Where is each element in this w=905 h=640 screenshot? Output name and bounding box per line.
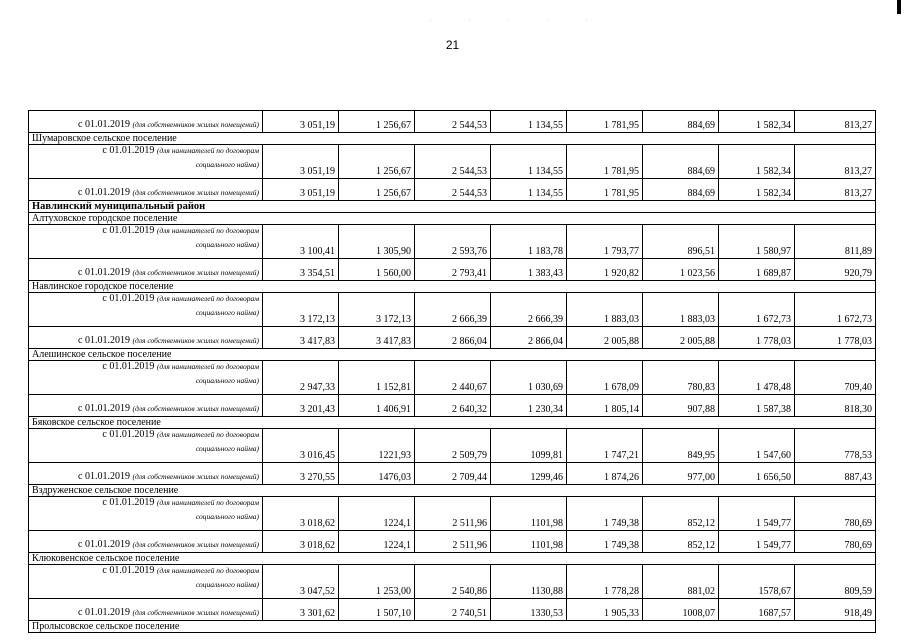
tariff-row: [29, 361, 876, 395]
tariff-value-cell: 920,79: [795, 259, 876, 281]
tariff-value-cell: 2 540,86: [415, 565, 491, 599]
tariff-period-label: [29, 361, 263, 395]
period-note-line1: (для нанимателей по договорам: [156, 146, 259, 155]
tariff-value-cell: 1 230,34: [491, 395, 567, 417]
settlement-name: Бяковское сельское поселение: [29, 417, 876, 429]
settlement-name: Алешинское сельское поселение: [29, 349, 876, 361]
tariff-value-cell: 896,51: [643, 225, 719, 259]
tariff-value-cell: 1578,67: [719, 565, 795, 599]
period-note-line2: социального найма): [195, 511, 259, 521]
period-note: (для собственников жилых помещений): [132, 336, 259, 345]
tariff-value-cell: 3 016,45: [263, 429, 339, 463]
tariff-value-cell: 1 781,95: [567, 145, 643, 179]
tariff-value-cell: 884,69: [643, 111, 719, 133]
tariff-row: [29, 145, 876, 179]
tariff-value-cell: 3 051,19: [263, 111, 339, 133]
tariff-value-cell: 2 666,39: [491, 293, 567, 327]
tariff-value-cell: 2 640,32: [415, 395, 491, 417]
tariff-value-cell: 2 793,41: [415, 259, 491, 281]
tariff-value-cell: 1 383,43: [491, 259, 567, 281]
tariff-value-cell: 1224,1: [339, 497, 415, 531]
tariff-value-cell: 813,27: [795, 179, 876, 201]
period-note-line2: социального найма): [195, 579, 259, 589]
period-note-line1: (для нанимателей по договорам: [156, 566, 259, 575]
tariff-value-cell: 780,69: [795, 531, 876, 553]
tariff-value-cell: 3 201,43: [263, 395, 339, 417]
tariff-value-cell: 3 417,83: [263, 327, 339, 349]
period-date: с 01.01.2019: [78, 539, 130, 550]
tariff-period-label: [29, 225, 263, 259]
period-date: с 01.01.2019: [102, 497, 155, 508]
tariff-value-cell: 1 656,50: [719, 463, 795, 485]
period-note: (для собственников жилых помещений): [132, 472, 259, 481]
tariff-value-cell: 1 582,34: [719, 145, 795, 179]
settlement-header-row: [29, 553, 876, 565]
tariff-value-cell: 1 253,00: [339, 565, 415, 599]
tariff-value-cell: 3 047,52: [263, 565, 339, 599]
tariff-value-cell: 1 883,03: [567, 293, 643, 327]
tariff-value-cell: 780,69: [795, 497, 876, 531]
tariff-value-cell: 2 740,51: [415, 599, 491, 621]
tariff-value-cell: 1 672,73: [719, 293, 795, 327]
tariff-value-cell: 3 172,13: [339, 293, 415, 327]
tariff-value-cell: 1330,53: [491, 599, 567, 621]
tariff-value-cell: 1 749,38: [567, 497, 643, 531]
tariff-value-cell: 1 778,28: [567, 565, 643, 599]
tariff-value-cell: 1 023,56: [643, 259, 719, 281]
tariff-value-cell: 1 305,90: [339, 225, 415, 259]
tariff-row: [29, 497, 876, 531]
tariff-period-label: [29, 111, 263, 133]
tariff-value-cell: 1 549,77: [719, 531, 795, 553]
tariff-value-cell: 2 544,53: [415, 111, 491, 133]
tariff-row: [29, 327, 876, 349]
tariff-value-cell: 1 134,55: [491, 145, 567, 179]
tariff-value-cell: 1101,98: [491, 531, 567, 553]
tariff-value-cell: 1221,93: [339, 429, 415, 463]
period-date: с 01.01.2019: [102, 145, 155, 156]
tariff-value-cell: 809,59: [795, 565, 876, 599]
tariff-value-cell: 1 678,09: [567, 361, 643, 395]
settlement-name: Вздруженское сельское поселение: [29, 485, 876, 497]
page-number: 21: [445, 38, 460, 52]
tariff-value-cell: 1 507,10: [339, 599, 415, 621]
tariff-value-cell: 1099,81: [491, 429, 567, 463]
period-date: с 01.01.2019: [78, 607, 130, 618]
tariff-value-cell: 2 866,04: [491, 327, 567, 349]
period-note: (для собственников жилых помещений): [132, 188, 259, 197]
period-note-line2: социального найма): [195, 307, 259, 317]
tariff-row: [29, 429, 876, 463]
tariff-value-cell: 1224,1: [339, 531, 415, 553]
tariff-value-cell: 1 560,00: [339, 259, 415, 281]
tariff-value-cell: 813,27: [795, 111, 876, 133]
tariff-period-label: [29, 327, 263, 349]
tariff-value-cell: 1 747,21: [567, 429, 643, 463]
period-note-line1: (для нанимателей по договорам: [156, 226, 259, 235]
tariff-period-label: [29, 531, 263, 553]
tariff-period-label: [29, 463, 263, 485]
settlement-header-row: [29, 133, 876, 145]
district-name: Навлинский муниципальный район: [29, 201, 876, 213]
tariff-value-cell: 2 544,53: [415, 179, 491, 201]
settlement-name: Алтуховское городское поселение: [29, 213, 876, 225]
period-note-line2: социального найма): [195, 239, 259, 249]
tariff-value-cell: 1 580,97: [719, 225, 795, 259]
tariff-value-cell: 1687,57: [719, 599, 795, 621]
tariff-value-cell: 1 547,60: [719, 429, 795, 463]
period-date: с 01.01.2019: [102, 293, 155, 304]
period-note: (для собственников жилых помещений): [132, 404, 259, 413]
tariff-value-cell: 3 051,19: [263, 145, 339, 179]
tariff-period-label: [29, 565, 263, 599]
tariff-value-cell: 1 549,77: [719, 497, 795, 531]
tariff-value-cell: 780,83: [643, 361, 719, 395]
tariff-value-cell: 1130,88: [491, 565, 567, 599]
tariff-value-cell: 1 778,03: [719, 327, 795, 349]
settlement-header-row: [29, 349, 876, 361]
tariff-value-cell: 884,69: [643, 179, 719, 201]
period-note-line2: социального найма): [195, 375, 259, 385]
tariff-value-cell: 2 593,76: [415, 225, 491, 259]
tariff-value-cell: 2 440,67: [415, 361, 491, 395]
tariff-value-cell: 1 256,67: [339, 111, 415, 133]
settlement-name: Навлинское городское поселение: [29, 281, 876, 293]
tariff-value-cell: 2 666,39: [415, 293, 491, 327]
tariff-value-cell: 1 874,26: [567, 463, 643, 485]
tariff-value-cell: 881,02: [643, 565, 719, 599]
tariff-value-cell: 1 793,77: [567, 225, 643, 259]
period-note-line2: социального найма): [195, 443, 259, 453]
period-note: (для собственников жилых помещений): [132, 540, 259, 549]
tariff-period-label: [29, 395, 263, 417]
tariff-period-label: [29, 497, 263, 531]
tariff-period-label: [29, 259, 263, 281]
district-header-row: [29, 201, 876, 213]
tariff-value-cell: 2 866,04: [415, 327, 491, 349]
tariff-value-cell: 1 749,38: [567, 531, 643, 553]
settlement-header-row: [29, 417, 876, 429]
tariff-value-cell: 1 152,81: [339, 361, 415, 395]
tariff-row: [29, 259, 876, 281]
tariff-period-label: [29, 599, 263, 621]
tariff-value-cell: 1 587,38: [719, 395, 795, 417]
tariff-value-cell: 3 417,83: [339, 327, 415, 349]
tariff-value-cell: 2 005,88: [567, 327, 643, 349]
tariff-value-cell: 1 920,82: [567, 259, 643, 281]
tariff-value-cell: 852,12: [643, 497, 719, 531]
tariff-row: [29, 111, 876, 133]
tariff-value-cell: 1 030,69: [491, 361, 567, 395]
tariff-period-label: [29, 429, 263, 463]
tariff-value-cell: 1 781,95: [567, 111, 643, 133]
tariff-row: [29, 599, 876, 621]
tariff-table-body: [29, 111, 876, 633]
tariff-row: [29, 565, 876, 599]
settlement-name: Шумаровское сельское поселение: [29, 133, 876, 145]
tariff-value-cell: 887,43: [795, 463, 876, 485]
period-date: с 01.01.2019: [78, 471, 130, 482]
tariff-value-cell: 818,30: [795, 395, 876, 417]
tariff-value-cell: 1008,07: [643, 599, 719, 621]
settlement-name: Пролысовское сельское поселение: [29, 621, 876, 633]
period-note: (для собственников жилых помещений): [132, 120, 259, 129]
tariff-value-cell: 3 301,62: [263, 599, 339, 621]
tariff-value-cell: 1101,98: [491, 497, 567, 531]
tariff-value-cell: 1 689,87: [719, 259, 795, 281]
tariff-value-cell: 1 672,73: [795, 293, 876, 327]
period-note: (для собственников жилых помещений): [132, 268, 259, 277]
tariff-value-cell: 3 100,41: [263, 225, 339, 259]
tariff-value-cell: 852,12: [643, 531, 719, 553]
period-date: с 01.01.2019: [78, 119, 130, 130]
period-date: с 01.01.2019: [102, 225, 155, 236]
period-date: с 01.01.2019: [102, 429, 155, 440]
period-date: с 01.01.2019: [102, 565, 155, 576]
period-note-line1: (для нанимателей по договорам: [156, 498, 259, 507]
tariff-value-cell: 778,53: [795, 429, 876, 463]
tariff-value-cell: 1 582,34: [719, 179, 795, 201]
tariff-value-cell: 3 051,19: [263, 179, 339, 201]
tariff-value-cell: 1 805,14: [567, 395, 643, 417]
tariff-value-cell: 3 018,62: [263, 531, 339, 553]
tariff-period-label: [29, 179, 263, 201]
period-note-line1: (для нанимателей по договорам: [156, 362, 259, 371]
tariff-value-cell: 2 509,79: [415, 429, 491, 463]
period-date: с 01.01.2019: [78, 187, 130, 198]
tariff-value-cell: 1 183,78: [491, 225, 567, 259]
tariff-value-cell: 907,88: [643, 395, 719, 417]
tariff-row: [29, 293, 876, 327]
tariff-value-cell: 3 172,13: [263, 293, 339, 327]
tariff-value-cell: 813,27: [795, 145, 876, 179]
period-note: (для собственников жилых помещений): [132, 608, 259, 617]
period-date: с 01.01.2019: [78, 267, 130, 278]
tariff-value-cell: 3 270,55: [263, 463, 339, 485]
tariff-value-cell: 1 778,03: [795, 327, 876, 349]
tariff-row: [29, 531, 876, 553]
tariff-value-cell: 918,49: [795, 599, 876, 621]
tariff-value-cell: 1 582,34: [719, 111, 795, 133]
settlement-header-row: [29, 621, 876, 633]
settlement-name: Клюковенское сельское поселение: [29, 553, 876, 565]
tariff-value-cell: 2 544,53: [415, 145, 491, 179]
tariff-period-label: [29, 293, 263, 327]
period-note-line1: (для нанимателей по договорам: [156, 294, 259, 303]
tariff-value-cell: 2 947,33: [263, 361, 339, 395]
scan-dots: . . . . .: [430, 17, 606, 23]
tariff-value-cell: 1 256,67: [339, 179, 415, 201]
tariff-value-cell: 977,00: [643, 463, 719, 485]
period-date: с 01.01.2019: [78, 335, 130, 346]
tariff-row: [29, 179, 876, 201]
tariff-value-cell: 1299,46: [491, 463, 567, 485]
tariff-value-cell: 1 406,91: [339, 395, 415, 417]
period-date: с 01.01.2019: [78, 403, 130, 414]
tariff-value-cell: 2 709,44: [415, 463, 491, 485]
tariff-row: [29, 463, 876, 485]
tariff-value-cell: 709,40: [795, 361, 876, 395]
tariff-value-cell: 884,69: [643, 145, 719, 179]
tariff-value-cell: 3 018,62: [263, 497, 339, 531]
tariff-row: [29, 395, 876, 417]
tariff-value-cell: 3 354,51: [263, 259, 339, 281]
tariff-value-cell: 811,89: [795, 225, 876, 259]
tariff-value-cell: 1 256,67: [339, 145, 415, 179]
tariff-value-cell: 1 134,55: [491, 111, 567, 133]
tariff-value-cell: 1 905,33: [567, 599, 643, 621]
tariff-value-cell: 1 134,55: [491, 179, 567, 201]
tariff-value-cell: 1476,03: [339, 463, 415, 485]
tariff-value-cell: 1 781,95: [567, 179, 643, 201]
tariff-period-label: [29, 145, 263, 179]
settlement-header-row: [29, 281, 876, 293]
scan-edge-mark: [897, 0, 901, 14]
tariff-value-cell: 2 005,88: [643, 327, 719, 349]
period-date: с 01.01.2019: [102, 361, 155, 372]
tariff-row: [29, 225, 876, 259]
tariff-value-cell: 2 511,96: [415, 497, 491, 531]
tariff-value-cell: 849,95: [643, 429, 719, 463]
tariff-table: [28, 110, 876, 633]
tariff-value-cell: 1 478,48: [719, 361, 795, 395]
settlement-header-row: [29, 213, 876, 225]
settlement-header-row: [29, 485, 876, 497]
period-note-line2: социального найма): [195, 159, 259, 169]
period-note-line1: (для нанимателей по договорам: [156, 430, 259, 439]
tariff-value-cell: 1 883,03: [643, 293, 719, 327]
tariff-value-cell: 2 511,96: [415, 531, 491, 553]
